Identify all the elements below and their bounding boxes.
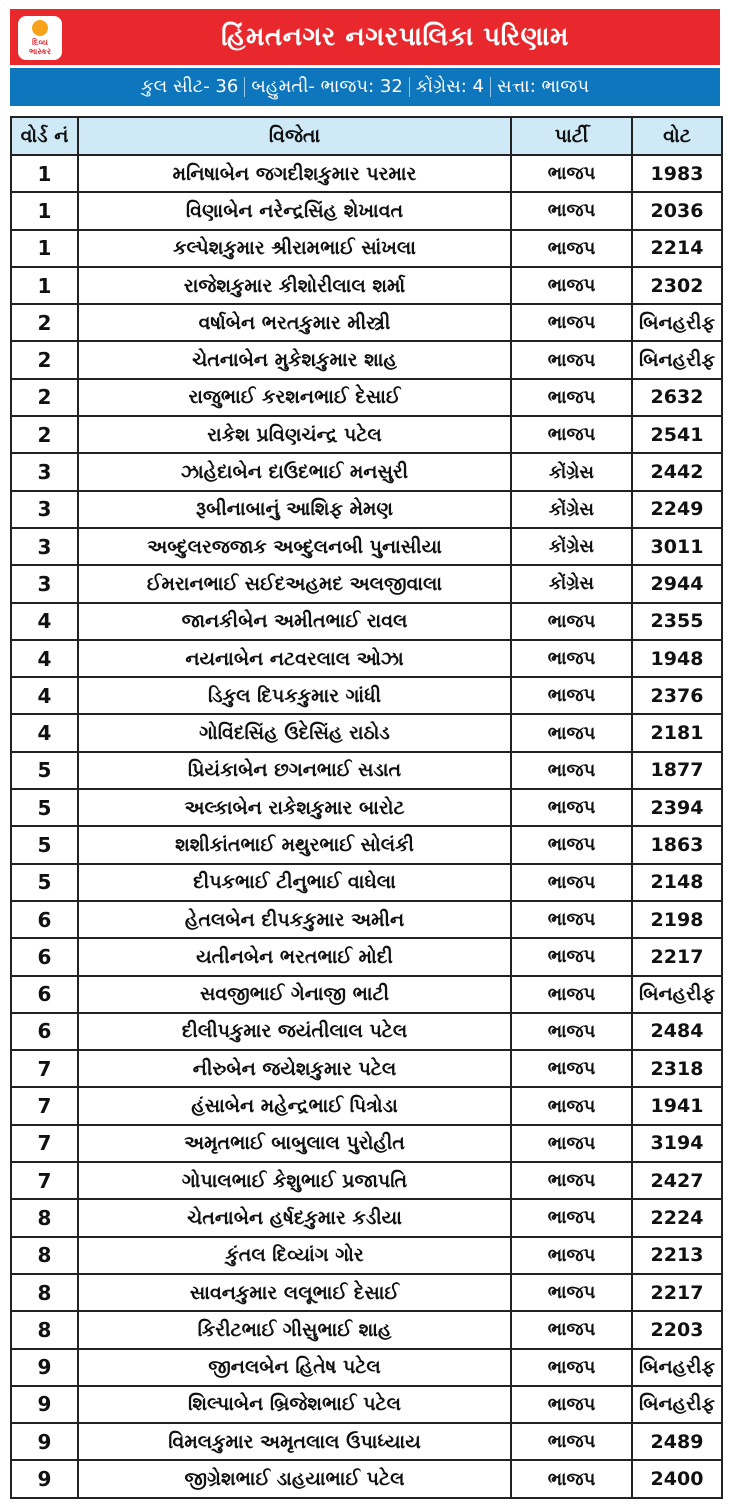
table-row: [11, 230, 722, 267]
ward-cell: 4: [11, 640, 78, 677]
winner-cell: ઝાહેદાબેન દાઉદભાઈ મનસુરી: [78, 453, 511, 490]
ward-cell: 5: [11, 864, 78, 901]
winner-cell: નયનાબેન નટવરલાલ ઓઝા: [78, 640, 511, 677]
ward-cell: 4: [11, 714, 78, 751]
winner-cell: જીગ્રેશભાઈ ડાહયાભાઈ પટેલ: [78, 1460, 511, 1497]
party-cell: ભાજપ: [511, 1199, 632, 1236]
ward-cell: 9: [11, 1386, 78, 1423]
ward-cell: 2: [11, 416, 78, 453]
votes-cell: બિનહરીફ: [632, 304, 722, 341]
divya-bhaskar-logo: [18, 16, 62, 60]
table-row: [11, 341, 722, 378]
votes-cell: 1983: [632, 155, 722, 192]
table-row: [11, 603, 722, 640]
party-cell: ભાજપ: [511, 864, 632, 901]
votes-cell: 2148: [632, 864, 722, 901]
page-title: હિંમતનગર નગરપાલિકા પરિણામ: [221, 22, 569, 52]
table-row: [11, 1460, 722, 1497]
results-table: [10, 116, 723, 1499]
ward-cell: 9: [11, 1349, 78, 1386]
table-row: [11, 1087, 722, 1124]
table-row: [11, 976, 722, 1013]
ward-cell: 3: [11, 565, 78, 602]
table-row: [11, 528, 722, 565]
party-cell: ભાજપ: [511, 640, 632, 677]
sun-icon: [32, 20, 48, 36]
winner-cell: નીરુબેન જયેશકુમાર પટેલ: [78, 1050, 511, 1087]
votes-cell: 2944: [632, 565, 722, 602]
table-row: [11, 267, 722, 304]
total-seats-text: કુલ સીટ- 36: [140, 76, 239, 97]
table-row: [11, 416, 722, 453]
party-cell: ભાજપ: [511, 1423, 632, 1460]
votes-cell: 1948: [632, 640, 722, 677]
table-row: [11, 901, 722, 938]
winner-cell: ચેતનાબેન હર્ષદકુમાર કડીયા: [78, 1199, 511, 1236]
ward-cell: 7: [11, 1162, 78, 1199]
winner-cell: દીપકભાઈ ટીનુભાઈ વાઘેલા: [78, 864, 511, 901]
party-cell: કોંગ્રેસ: [511, 565, 632, 602]
ward-cell: 8: [11, 1274, 78, 1311]
ward-cell: 4: [11, 677, 78, 714]
party-cell: ભાજપ: [511, 1013, 632, 1050]
winner-cell: કલ્પેશકુમાર શ્રીરામભાઈ સાંખલા: [78, 230, 511, 267]
divider: [490, 77, 491, 97]
votes-cell: 2541: [632, 416, 722, 453]
party-cell: ભાજપ: [511, 1087, 632, 1124]
table-row: [11, 192, 722, 229]
table-row: [11, 1386, 722, 1423]
party-cell: ભાજપ: [511, 416, 632, 453]
ward-cell: 7: [11, 1087, 78, 1124]
votes-cell: 2198: [632, 901, 722, 938]
table-row: [11, 677, 722, 714]
party-cell: ભાજપ: [511, 1460, 632, 1497]
votes-cell: 2427: [632, 1162, 722, 1199]
votes-cell: 3011: [632, 528, 722, 565]
winner-cell: રાજેશકુમાર કીશોરીલાલ શર્મા: [78, 267, 511, 304]
winner-cell: દીલીપકુમાર જયંતીલાલ પટેલ: [78, 1013, 511, 1050]
ward-cell: 6: [11, 1013, 78, 1050]
votes-cell: બિનહરીફ: [632, 341, 722, 378]
votes-cell: 2489: [632, 1423, 722, 1460]
table-row: [11, 491, 722, 528]
congress-text: કોંગ્રેસ: 4: [415, 76, 484, 97]
party-cell: ભાજપ: [511, 789, 632, 826]
votes-cell: 2036: [632, 192, 722, 229]
winner-cell: રાકેશ પ્રવિણચંન્દ્ર પટેલ: [78, 416, 511, 453]
winner-cell: ચેતનાબેન મુકેશકુમાર શાહ: [78, 341, 511, 378]
table-row: [11, 1050, 722, 1087]
votes-cell: 2376: [632, 677, 722, 714]
ward-cell: 9: [11, 1423, 78, 1460]
votes-cell: 2400: [632, 1460, 722, 1497]
party-cell: ભાજપ: [511, 379, 632, 416]
ward-cell: 1: [11, 230, 78, 267]
votes-cell: 2632: [632, 379, 722, 416]
ward-cell: 3: [11, 528, 78, 565]
party-cell: ભાજપ: [511, 901, 632, 938]
votes-cell: 2217: [632, 1274, 722, 1311]
ward-cell: 5: [11, 752, 78, 789]
table-row: [11, 1125, 722, 1162]
winner-cell: ગોપાલભાઈ કેશુભાઈ પ્રજાપતિ: [78, 1162, 511, 1199]
winner-cell: કુંતલ દિવ્યાંગ ગોર: [78, 1237, 511, 1274]
party-cell: ભાજપ: [511, 1274, 632, 1311]
winner-cell: યતીનબેન ભરતભાઈ મોદી: [78, 938, 511, 975]
table-row: [11, 938, 722, 975]
party-cell: ભાજપ: [511, 1311, 632, 1348]
table-header-row: [11, 117, 722, 155]
table-row: [11, 864, 722, 901]
winner-cell: મનિષાબેન જગદીશકુમાર પરમાર: [78, 155, 511, 192]
party-cell: ભાજપ: [511, 230, 632, 267]
ward-cell: 7: [11, 1125, 78, 1162]
party-cell: ભાજપ: [511, 826, 632, 863]
party-cell: ભાજપ: [511, 267, 632, 304]
party-cell: ભાજપ: [511, 976, 632, 1013]
table-row: [11, 1199, 722, 1236]
table-row: [11, 1013, 722, 1050]
votes-cell: 2484: [632, 1013, 722, 1050]
winner-cell: અબ્દુલરજજાક અબ્દુલનબી પુનાસીયા: [78, 528, 511, 565]
table-row: [11, 789, 722, 826]
votes-cell: 1877: [632, 752, 722, 789]
votes-cell: 2181: [632, 714, 722, 751]
header-winner: વિજેતા: [78, 117, 511, 155]
table-row: [11, 379, 722, 416]
table-row: [11, 1162, 722, 1199]
winner-cell: ડિકુલ દિપકકુમાર ગાંધી: [78, 677, 511, 714]
ward-cell: 4: [11, 603, 78, 640]
table-row: [11, 1274, 722, 1311]
winner-cell: વર્ષાબેન ભરતકુમાર મીસ્ત્રી: [78, 304, 511, 341]
ward-cell: 2: [11, 304, 78, 341]
divider: [244, 77, 245, 97]
party-cell: ભાજપ: [511, 1162, 632, 1199]
votes-cell: 2224: [632, 1199, 722, 1236]
votes-cell: 2442: [632, 453, 722, 490]
votes-cell: 2217: [632, 938, 722, 975]
votes-cell: 1863: [632, 826, 722, 863]
winner-cell: જાનકીબેન અમીતભાઈ રાવલ: [78, 603, 511, 640]
ward-cell: 8: [11, 1311, 78, 1348]
header-votes: વોટ: [632, 117, 722, 155]
winner-cell: અમૃતભાઈ બાબુલાલ પુરોહીત: [78, 1125, 511, 1162]
party-cell: ભાજપ: [511, 192, 632, 229]
table-row: [11, 752, 722, 789]
party-cell: ભાજપ: [511, 1050, 632, 1087]
party-cell: કોંગ્રેસ: [511, 453, 632, 490]
table-row: [11, 826, 722, 863]
divider: [409, 77, 410, 97]
ward-cell: 7: [11, 1050, 78, 1087]
ward-cell: 1: [11, 267, 78, 304]
ward-cell: 8: [11, 1199, 78, 1236]
winner-cell: વિણાબેન નરેન્દ્રસિંહ શેખાવત: [78, 192, 511, 229]
votes-cell: 2249: [632, 491, 722, 528]
table-row: [11, 1423, 722, 1460]
votes-cell: 2318: [632, 1050, 722, 1087]
votes-cell: બિનહરીફ: [632, 1386, 722, 1423]
summary-bar: [10, 68, 720, 106]
title-banner: [10, 9, 720, 65]
ward-cell: 3: [11, 491, 78, 528]
votes-cell: 2355: [632, 603, 722, 640]
party-cell: ભાજપ: [511, 714, 632, 751]
party-cell: ભાજપ: [511, 677, 632, 714]
ward-cell: 6: [11, 901, 78, 938]
votes-cell: 2394: [632, 789, 722, 826]
party-cell: ભાજપ: [511, 1125, 632, 1162]
power-text: સત્તા: ભાજપ: [496, 76, 590, 97]
votes-cell: 2203: [632, 1311, 722, 1348]
header-ward: વોર્ડ નં: [11, 117, 78, 155]
ward-cell: 6: [11, 976, 78, 1013]
party-cell: ભાજપ: [511, 155, 632, 192]
winner-cell: રૂબીનાબાનું આશિફ મેમણ: [78, 491, 511, 528]
party-cell: ભાજપ: [511, 603, 632, 640]
ward-cell: 2: [11, 379, 78, 416]
party-cell: કોંગ્રેસ: [511, 491, 632, 528]
winner-cell: ઈમરાનભાઈ સઈદઅહમદ અલજીવાલા: [78, 565, 511, 602]
ward-cell: 8: [11, 1237, 78, 1274]
party-cell: ભાજપ: [511, 1237, 632, 1274]
majority-text: બહુમતી- ભાજપ: 32: [251, 76, 403, 97]
ward-cell: 9: [11, 1460, 78, 1497]
table-row: [11, 1311, 722, 1348]
logo-text: દિવ્ય ભાસ્કર: [28, 38, 52, 56]
votes-cell: 1941: [632, 1087, 722, 1124]
winner-cell: સાવનકુમાર લલૂભાઈ દેસાઈ: [78, 1274, 511, 1311]
table-row: [11, 453, 722, 490]
ward-cell: 2: [11, 341, 78, 378]
ward-cell: 5: [11, 789, 78, 826]
party-cell: ભાજપ: [511, 1386, 632, 1423]
votes-cell: 2214: [632, 230, 722, 267]
ward-cell: 1: [11, 155, 78, 192]
ward-cell: 6: [11, 938, 78, 975]
winner-cell: વિમલકુમાર અમૃતલાલ ઉપાધ્યાય: [78, 1423, 511, 1460]
winner-cell: પ્રિયંકાબેન છગનભાઈ સડાત: [78, 752, 511, 789]
table-row: [11, 565, 722, 602]
table-row: [11, 304, 722, 341]
party-cell: ભાજપ: [511, 304, 632, 341]
party-cell: કોંગ્રેસ: [511, 528, 632, 565]
party-cell: ભાજપ: [511, 752, 632, 789]
party-cell: ભાજપ: [511, 938, 632, 975]
table-row: [11, 640, 722, 677]
winner-cell: કિરીટભાઈ ગીસુભાઈ શાહ: [78, 1311, 511, 1348]
winner-cell: ગોવિંદસિંહ ઉદેસિંહ રાઠોડ: [78, 714, 511, 751]
party-cell: ભાજપ: [511, 1349, 632, 1386]
party-cell: ભાજપ: [511, 341, 632, 378]
ward-cell: 1: [11, 192, 78, 229]
winner-cell: શિલ્પાબેન બ્રિજેશભાઈ પટેલ: [78, 1386, 511, 1423]
ward-cell: 3: [11, 453, 78, 490]
header-party: પાર્ટી: [511, 117, 632, 155]
winner-cell: હંસાબેન મહેન્દ્રભાઈ પિત્રોડા: [78, 1087, 511, 1124]
votes-cell: બિનહરીફ: [632, 1349, 722, 1386]
votes-cell: 2213: [632, 1237, 722, 1274]
votes-cell: 3194: [632, 1125, 722, 1162]
table-row: [11, 1349, 722, 1386]
winner-cell: હેતલબેન દીપકકુમાર અમીન: [78, 901, 511, 938]
table-row: [11, 714, 722, 751]
winner-cell: રાજુભાઈ કરશનભાઈ દેસાઈ: [78, 379, 511, 416]
winner-cell: સવજીભાઈ ગેનાજી ભાટી: [78, 976, 511, 1013]
winner-cell: અલ્કાબેન રાકેશકુમાર બારોટ: [78, 789, 511, 826]
votes-cell: બિનહરીફ: [632, 976, 722, 1013]
winner-cell: જીનલબેન હિતેષ પટેલ: [78, 1349, 511, 1386]
table-row: [11, 155, 722, 192]
table-row: [11, 1237, 722, 1274]
ward-cell: 5: [11, 826, 78, 863]
winner-cell: શશીકાંતભાઈ મથુરભાઈ સોલંકી: [78, 826, 511, 863]
votes-cell: 2302: [632, 267, 722, 304]
